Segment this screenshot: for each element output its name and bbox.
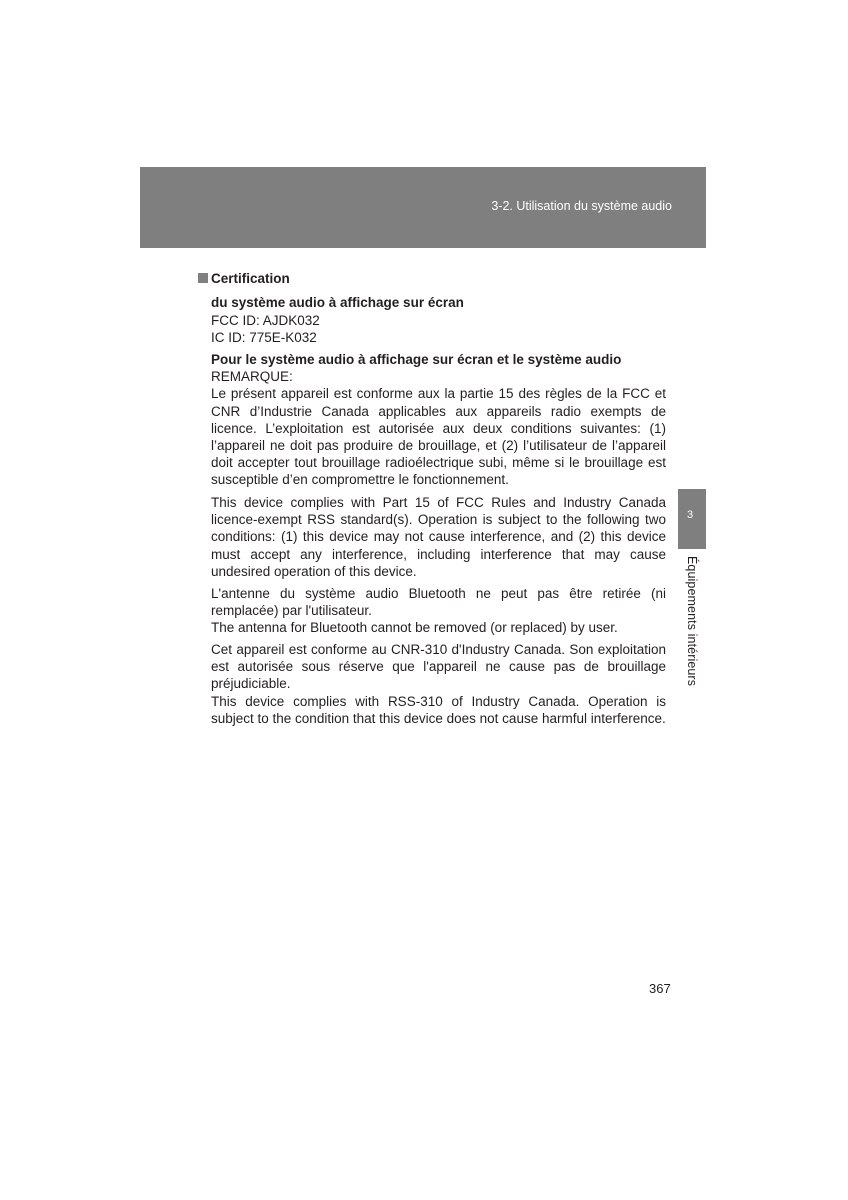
- square-bullet-icon: [198, 273, 208, 283]
- fcc-id: FCC ID: AJDK032: [211, 312, 320, 328]
- remark-label: REMARQUE:: [211, 369, 293, 385]
- chapter-label: Équipements intérieurs: [685, 556, 699, 687]
- bluetooth-english: The antenna for Bluetooth cannot be removed (or replaced) by user.: [211, 620, 618, 636]
- rss310-english: This device complies with RSS-310 of Industry Canada. Operation is subject to the condition that this device does not cause harmful interference.: [211, 693, 666, 726]
- section-title: 3-2. Utilisation du système audio: [491, 199, 672, 213]
- english-notice-block: [211, 494, 666, 580]
- rss310-french: Cet appareil est conforme au CNR-310 d'Industry Canada. Son exploitation est autorisée sous réserve que l'appareil ne cause pas de brouillage préjudiciable.: [211, 642, 666, 692]
- chapter-number: 3: [686, 509, 694, 521]
- rss310-block: [211, 641, 666, 727]
- chapter-header-band: [140, 167, 706, 248]
- bluetooth-french: L'antenne du système audio Bluetooth ne peut pas être retirée (ni remplacée) par l'utilisateur.: [211, 586, 666, 619]
- page-number: 367: [649, 981, 671, 996]
- both-systems-block: [211, 351, 666, 489]
- ic-id: IC ID: 775E-K032: [211, 330, 317, 345]
- both-systems-title: Pour le système audio à affichage sur écran et le système audio: [211, 352, 622, 367]
- section-heading: [198, 271, 290, 286]
- display-audio-title: du système audio à affichage sur écran: [211, 295, 464, 310]
- english-notice: This device complies with Part 15 of FCC Rules and Industry Canada licence-exempt RSS standard(s). Operation is subject to the following two conditions: (1) this device may not cause interference, and (2) this device must accept any interference, including interference that may cause undesired operation of this device.: [211, 495, 666, 579]
- display-audio-block: [211, 294, 666, 347]
- french-notice: Le présent appareil est conforme aux la partie 15 des règles de la FCC et CNR d’Industrie Canada applicables aux appareils radio exempts de licence. L’exploitation est autorisée aux deux conditions suivantes: (1) l’appareil ne doit pas produire de brouillage, et (2) l’utilisateur de l’appareil doit accepter tout brouillage radioélectrique subi, même si le brouillage est susceptible d’en compromettre le fonctionnement.: [211, 386, 666, 488]
- section-heading-text: Certification: [211, 271, 290, 286]
- chapter-tab: [678, 489, 706, 549]
- bluetooth-block: [211, 585, 666, 637]
